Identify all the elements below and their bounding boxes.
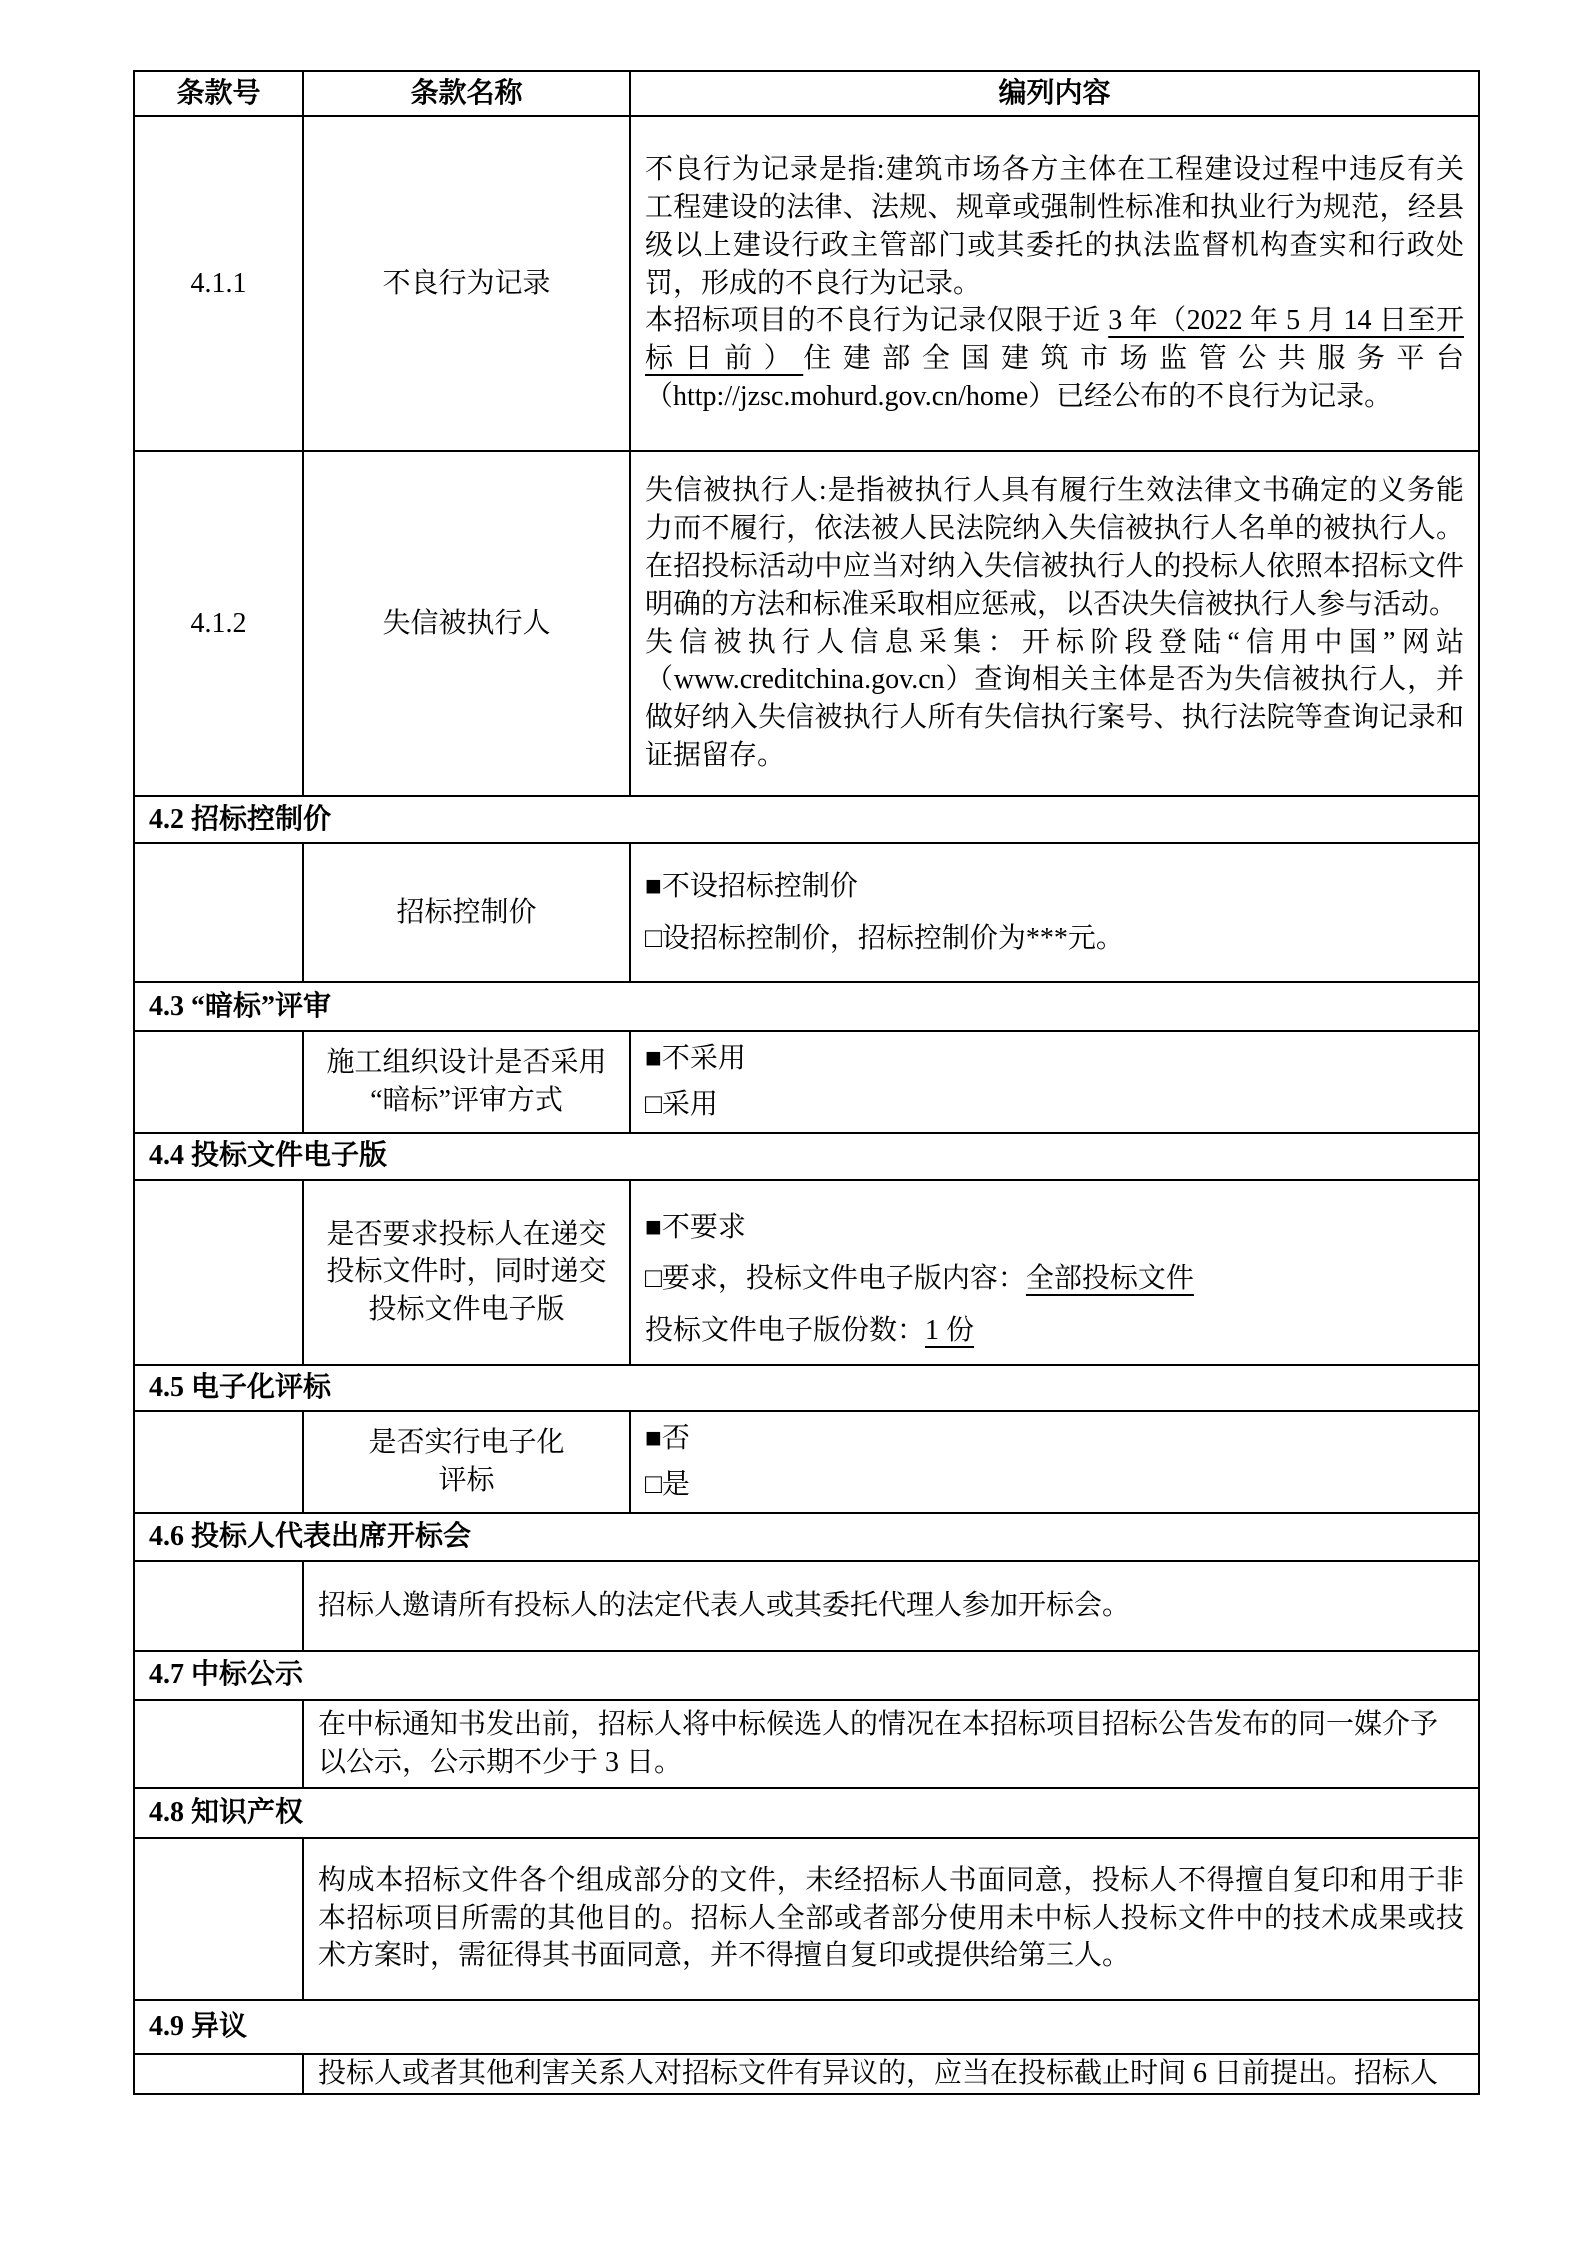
clause-name-cell: 招标控制价: [303, 843, 630, 982]
row-intellectual-property: [134, 1838, 1479, 2000]
row-section-47: [134, 1651, 1479, 1700]
row-bid-control-price: [134, 843, 1479, 982]
row-section-49: [134, 2000, 1479, 2054]
column-header-content: 编列内容: [630, 71, 1479, 116]
empty-clause-no-cell: [134, 1838, 303, 2000]
row-section-43: [134, 982, 1479, 1031]
option-line-checked: ■不采用: [645, 1043, 746, 1074]
paragraph: 不良行为记录是指:建筑市场各方主体在工程建设过程中违反有关工程建设的法律、法规、规章或强制性标准和执业行为规范，经县级以上建设行政主管部门或其委托的执法监督机构查实和行政处罚，形成的不良行为记录。: [645, 154, 1464, 299]
option-line-unchecked: □设招标控制价，招标控制价为***元。: [645, 922, 1124, 954]
section-title: 4.4 投标文件电子版: [134, 1133, 1479, 1180]
row-section-45: [134, 1365, 1479, 1411]
option-line-unchecked: □采用: [645, 1088, 718, 1120]
column-header-clause-name: 条款名称: [303, 71, 630, 116]
clause-content-cell: [630, 1031, 1479, 1133]
clause-content-cell: 构成本招标文件各个组成部分的文件，未经招标人书面同意，投标人不得擅自复印和用于非本招标项目所需的其他目的。招标人全部或者部分使用未中标人投标文件中的技术成果或技术方案时，需征得其书面同意，并不得擅自复印或提供给第三人。: [303, 1838, 1479, 2000]
clause-number-cell: 4.1.2: [134, 451, 303, 796]
column-header-clause-no: 条款号: [134, 71, 303, 116]
row-section-46: [134, 1513, 1479, 1561]
empty-clause-no-cell: [134, 2054, 303, 2094]
clause-content-cell: 投标人或者其他利害关系人对招标文件有异议的，应当在投标截止时间 6 日前提出。招标人: [303, 2054, 1479, 2094]
paragraph: 失信被执行人信息采集：开标阶段登陆“信用中国”网站（www.creditchina.gov.cn）查询相关主体是否为失信被执行人，并做好纳入失信被执行人所有失信执行案号、执行法院等查询记录和证据留存。: [645, 626, 1464, 771]
option-line-checked: ■不设招标控制价: [645, 870, 858, 902]
clause-name-line: 是否实行电子化: [368, 1426, 565, 1458]
clause-content-cell: [630, 116, 1479, 451]
option-line-unchecked: □是: [645, 1468, 690, 1500]
text-segment: 住建部全国建筑市场监管公共服务平台（http://jzsc.mohurd.gov.cn/home）已经公布的不良行为记录。: [645, 343, 1464, 412]
row-objection: [134, 2054, 1479, 2094]
row-section-42: [134, 796, 1479, 843]
section-title: 4.3 “暗标”评审: [134, 982, 1479, 1031]
underlined-text: 3 年（2022 年 5 月 14 日至开标日前）: [645, 305, 1464, 375]
row-electronic-evaluation: [134, 1411, 1479, 1513]
section-title: 4.8 知识产权: [134, 1788, 1479, 1838]
clause-content-cell: [630, 451, 1479, 796]
clause-name-cell: 失信被执行人: [303, 451, 630, 796]
row-blind-bid-review: [134, 1031, 1479, 1133]
row-clause-412: [134, 451, 1479, 796]
clause-name-line: 评标: [438, 1464, 495, 1496]
option-line-unchecked: [645, 1260, 1464, 1298]
clause-name-line: 投标文件电子版: [368, 1294, 565, 1326]
section-title: 4.5 电子化评标: [134, 1365, 1479, 1411]
empty-clause-no-cell: [134, 1561, 303, 1651]
row-opening-meeting: [134, 1561, 1479, 1651]
clause-name-line: 是否要求投标人在递交: [326, 1218, 607, 1250]
underlined-text: 1 份: [925, 1315, 975, 1347]
text-segment: 本招标项目的不良行为记录仅限于近: [645, 305, 1109, 337]
row-electronic-bid-copy: [134, 1180, 1479, 1365]
clause-content-cell: [630, 1180, 1479, 1365]
clause-table: [133, 70, 1480, 2095]
clause-number-cell: 4.1.1: [134, 116, 303, 451]
text-segment: □要求，投标文件电子版内容：: [645, 1263, 1026, 1295]
option-line-checked: ■否: [645, 1422, 690, 1454]
text-segment: 投标文件电子版份数：: [645, 1315, 926, 1347]
row-clause-411: [134, 116, 1479, 451]
clause-name-line: 投标文件时，同时递交: [326, 1256, 607, 1288]
section-title: 4.7 中标公示: [134, 1651, 1479, 1700]
option-line-checked: ■不要求: [645, 1211, 746, 1243]
option-line-copies: [645, 1312, 1464, 1350]
clause-name-line: “暗标”评审方式: [370, 1084, 563, 1116]
row-section-48: [134, 1788, 1479, 1838]
paragraph: [645, 302, 1464, 415]
clause-name-cell: 不良行为记录: [303, 116, 630, 451]
clause-name-cell: [303, 1411, 630, 1513]
row-section-44: [134, 1133, 1479, 1180]
empty-clause-no-cell: [134, 843, 303, 982]
empty-clause-no-cell: [134, 1031, 303, 1133]
row-award-publicity: [134, 1700, 1479, 1788]
clause-content-cell: 在中标通知书发出前，招标人将中标候选人的情况在本招标项目招标公告发布的同一媒介予以公示，公示期不少于 3 日。: [303, 1700, 1479, 1788]
table-header-row: [134, 71, 1479, 116]
section-title: 4.2 招标控制价: [134, 796, 1479, 843]
empty-clause-no-cell: [134, 1180, 303, 1365]
clause-name-cell: [303, 1031, 630, 1133]
empty-clause-no-cell: [134, 1411, 303, 1513]
clause-name-line: 施工组织设计是否采用: [326, 1047, 607, 1078]
section-title: 4.9 异议: [134, 2000, 1479, 2054]
empty-clause-no-cell: [134, 1700, 303, 1788]
underlined-text: 全部投标文件: [1025, 1263, 1194, 1295]
paragraph: 失信被执行人:是指被执行人具有履行生效法律文书确定的义务能力而不履行，依法被人民法院纳入失信被执行人名单的被执行人。在招投标活动中应当对纳入失信被执行人的投标人依照本招标文件明确的方法和标准采取相应惩戒，以否决失信被执行人参与活动。: [645, 475, 1464, 620]
clause-name-cell: [303, 1180, 630, 1365]
clause-content-cell: 招标人邀请所有投标人的法定代表人或其委托代理人参加开标会。: [303, 1561, 1479, 1651]
clause-content-cell: [630, 843, 1479, 982]
section-title: 4.6 投标人代表出席开标会: [134, 1513, 1479, 1561]
clause-content-cell: [630, 1411, 1479, 1513]
